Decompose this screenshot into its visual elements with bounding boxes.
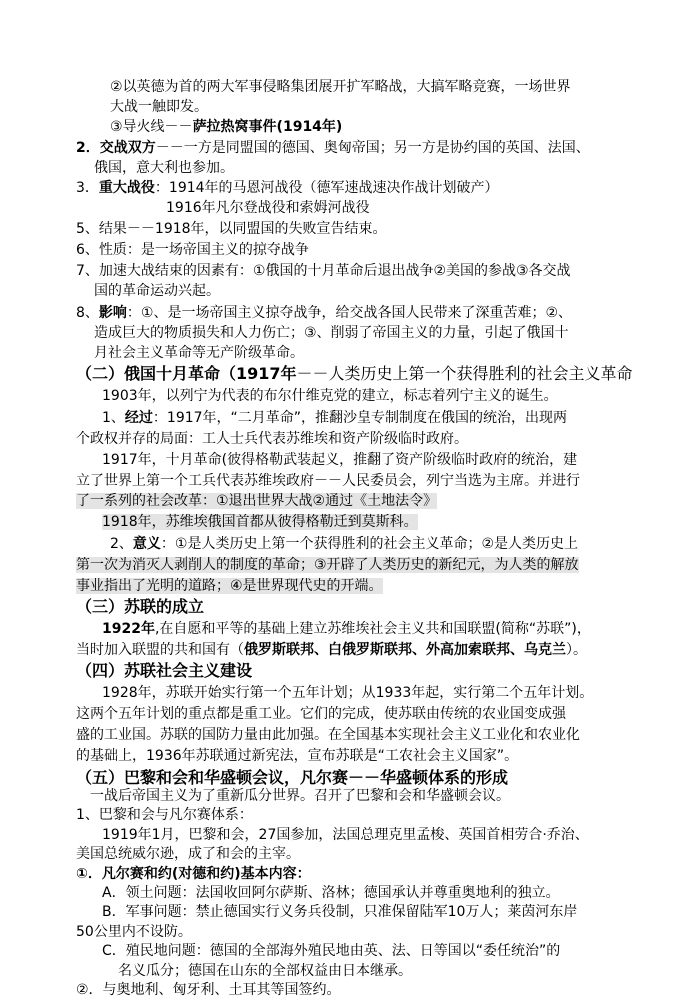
line-35: 一战后帝国主义为了重新瓜分世界。召开了巴黎和会和华盛顿会议。 [90,788,510,804]
line-16: 1903年，以列宁为代表的布尔什维克党的建立，标志着列宁主义的诞生。 [102,388,558,404]
line-40: A．领土问题：法国收回阿尔萨斯、洛林；德国承认并尊重奥地利的独立。 [102,885,560,901]
line-23: 2、意义：①是人类历史上第一个获得胜利的社会主义革命；②是人类历史上 [110,536,579,552]
line-05: 俄国，意大利也参加。 [94,160,234,176]
line-27: 1922年,在自愿和平等的基础上建立苏维埃社会主义共和国联盟(简称“苏联”)， [102,621,591,637]
line-22: 1918年，苏维埃俄国首都从彼得格勒迁到莫斯科。 [102,514,418,530]
line-31: 这两个五年计划的重点都是重工业。它们的完成，使苏联由传统的农业国变成强 [76,706,566,722]
line-04: 2．交战双方－－一方是同盟国的德国、奥匈帝国；另一方是协约国的英国、法国、 [76,140,590,156]
line-33: 的基础上，1936年苏联通过新宪法，宣布苏联是“工农社会主义国家”。 [76,748,519,764]
line-43: C．殖民地问题：德国的全部海外殖民地由英、法、日等国以“委任统治”的 [102,943,561,960]
line-21: 了一系列的社会改革：①退出世界大战②通过《土地法令》 [76,493,438,509]
line-18: 个政权并存的局面：工人士兵代表苏维埃和资产阶级临时政府。 [76,431,468,447]
line-11: 国的革命运动兴起。 [94,283,220,299]
section-heading-ussr-construction: （四）苏联社会主义建设 [76,661,253,680]
line-06: 3．重大战役：1914年的马恩河战役（德军速战速决作战计划破产） [76,180,499,196]
section-heading-versailles-washington: （五）巴黎和会和华盛顿会议，凡尔赛－－华盛顿体系的形成 [76,768,509,787]
section-heading-ussr-founding: （三）苏联的成立 [76,597,205,616]
line-45: ②．与奥地利、匈牙利、土耳其等国签约。 [76,982,341,998]
line-38: 美国总统威尔逊，成了和会的主宰。 [76,846,300,863]
section-heading-october-revolution: （二）俄国十月革命（1917年－－人类历史上第一个获得胜利的社会主义革命 [76,364,633,383]
line-19: 1917年，十月革命(彼得格勒武装起义，推翻了资产阶级临时政府的统治，建 [102,452,578,468]
line-42: 50公里内不设防。 [76,923,192,940]
line-14: 月社会主义革命等无产阶级革命。 [94,345,304,361]
line-08: 5、结果－－1918年，以同盟国的失败宣告结束。 [76,221,387,237]
line-07: 1916年凡尔登战役和索姆河战役 [166,200,370,216]
line-12: 8、影响：①、是一场帝国主义掠夺战争，给交战各国人民带来了深重苦难；②、 [76,305,573,321]
line-13: 造成巨大的物质损失和人力伤亡；③、削弱了帝国主义的力量，引起了俄国十 [94,325,569,341]
line-41: B．军事问题：禁止德国实行义务兵役制，只准保留陆军10万人；莱茵河东岸 [102,904,578,921]
line-44: 名义瓜分；德国在山东的全部权益由日本继承。 [118,962,412,979]
line-10: 7、加速大战结束的因素有：①俄国的十月革命后退出战争②美国的参战③各交战 [76,263,571,279]
line-37: 1919年1月，巴黎和会，27国参加，法国总理克里孟梭、英国首相劳合·乔治、 [102,826,589,843]
line-25: 事业指出了光明的道路；④是世界现代史的开端。 [76,578,383,594]
line-24: 第一次为消灭人剥削人的制度的革命；③开辟了人类历史的新纪元，为人类的解放 [76,557,579,573]
line-09: 6、性质：是一场帝国主义的掠夺战争 [76,242,309,258]
line-20: 立了世界上第一个工兵代表苏维埃政府－－人民委员会，列宁当选为主席。并进行 [76,473,580,489]
line-02: 大战一触即发。 [110,99,208,115]
line-39: ①．凡尔赛和约(对德和约)基本内容： [76,865,311,882]
line-32: 盛的工业国。苏联的国防力量由此加强。在全国基本实现社会主义工业化和农业化 [76,727,580,743]
line-17: 1、经过：1917年，“二月革命”，推翻沙皇专制制度在俄国的统治，出现两 [102,410,568,426]
line-01: ②以英德为首的两大军事侵略集团展开扩军略战，大搞军略竞赛，一场世界 [110,79,571,95]
line-28: 当时加入联盟的共和国有（俄罗斯联邦、白俄罗斯联邦、外高加索联邦、乌克兰）。 [76,642,587,658]
line-03: ③导火线－－萨拉热窝事件(1914年) [110,119,343,135]
line-30: 1928年，苏联开始实行第一个五年计划；从1933年起，实行第二个五年计划。 [102,685,594,701]
line-36: 1、巴黎和会与凡尔赛体系： [76,807,253,824]
